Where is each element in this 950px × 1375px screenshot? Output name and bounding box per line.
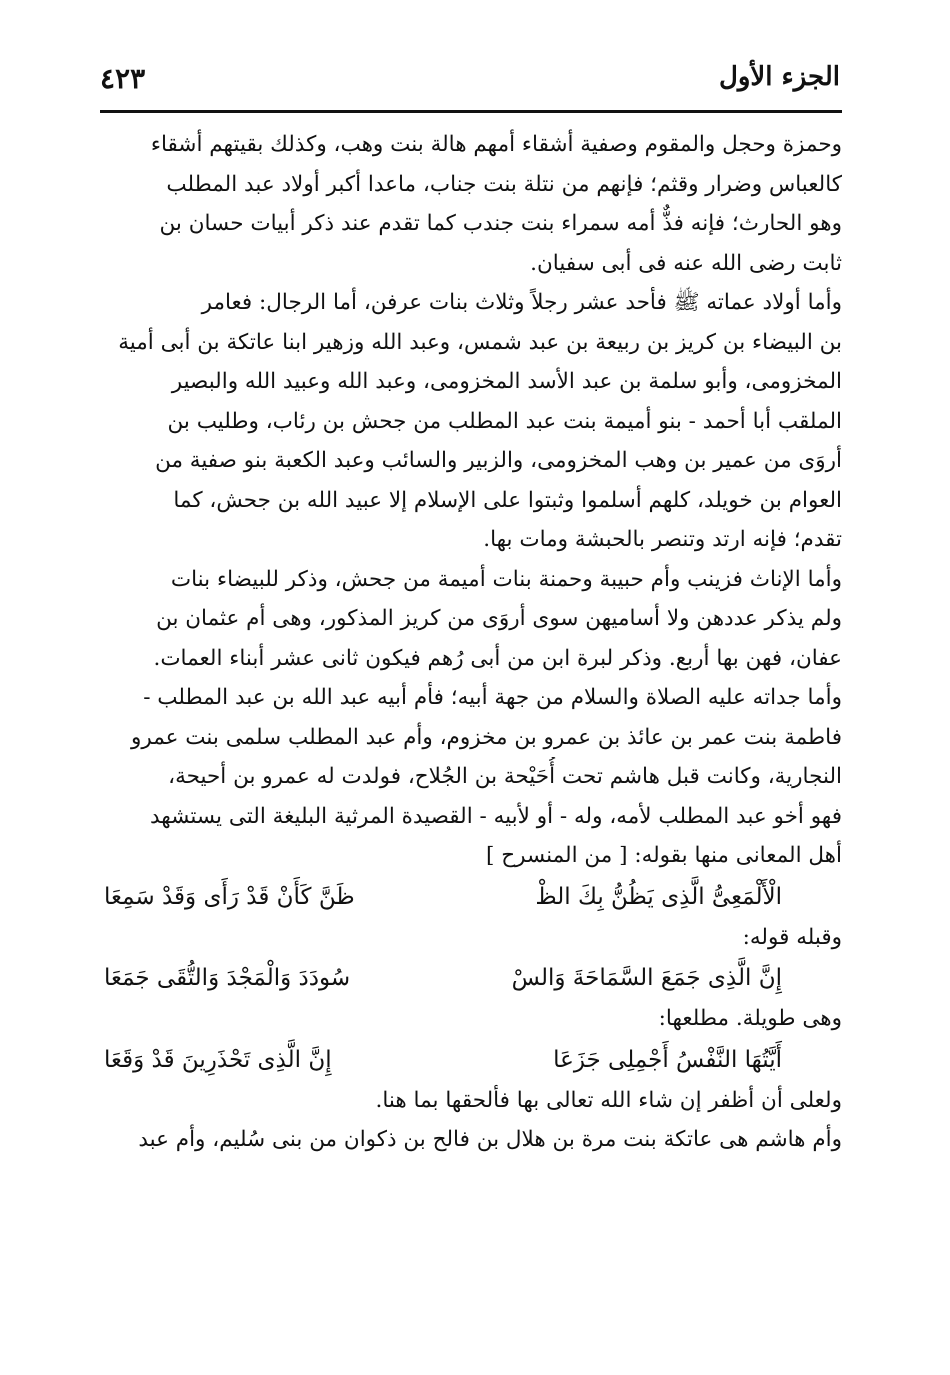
text-line: ثابت رضى الله عنه فى أبى سفيان. — [530, 250, 842, 276]
verse-first-hemistich: أَيَّتُهَا النَّفْسُ أَجْمِلِى جَزَعَا — [553, 1046, 782, 1073]
verse-second-hemistich: إِنَّ الَّذِى تَحْذَرِينَ قَدْ وَقَعَا — [104, 1046, 332, 1073]
text-line: تقدم؛ فإنه ارتد وتنصر بالحبشة ومات بها. — [483, 527, 842, 552]
text-line: ولم يذكر عددهن ولا أساميهن سوى أروَى من كريز المذكور، وهى أم عثمان بن — [156, 606, 842, 631]
text-line: فاطمة بنت عمر بن عائذ بن عمرو بن مخزوم، وأم عبد المطلب سلمى بنت عمرو — [130, 724, 842, 750]
poem-verse — [104, 957, 842, 999]
text-line: وحمزة وحجل والمقوم وصفية أشقاء أمهم هالة بنت وهب، وكذلك بقيتهم أشقاء — [150, 132, 842, 157]
text-line: أروَى من عمير بن وهب المخزومى، والزبير والسائب وعبد الكعبة بنو صفية من — [155, 448, 842, 473]
verse-first-hemistich: الْأَلْمَعِىُّ الَّذِى يَظُنُّ بِكَ الظْ — [535, 883, 782, 910]
page-body — [104, 125, 842, 1160]
page-number: ٤٢٣ — [100, 62, 146, 95]
interlude-line: وهى طويلة. مطلعها: — [658, 1006, 842, 1031]
text-line: الملقب أبا أحمد - بنو أميمة بنت عبد المطلب من جحش بن رئاب، وطليب بن — [167, 408, 842, 434]
header-rule — [100, 110, 842, 113]
text-line: وأما جداته عليه الصلاة والسلام من جهة أبيه؛ فأم أبيه عبد الله بن عبد المطلب - — [143, 685, 842, 710]
text-line: أهل المعانى منها بقوله: [ من المنسرح ] — [486, 843, 842, 868]
verse-first-hemistich: إِنَّ الَّذِى جَمَعَ السَّمَاحَةَ وَالسْ — [511, 965, 782, 991]
text-line: العوام بن خويلد، كلهم أسلموا وثبتوا على الإسلام إلا عبيد الله بن جحش، كما — [173, 487, 842, 513]
interlude-line: ولعلى أن أظفر إن شاء الله تعالى بها فألحقها بما هنا. — [375, 1087, 842, 1113]
text-line: النجارية، وكانت قبل هاشم تحت أُحَيْحة بن الجُلاح، فولدت له عمرو بن أحيحة، — [168, 764, 842, 789]
verse-second-hemistich: سُودَدَ وَالْمَجْدَ وَالتُّقَى جَمَعَا — [104, 965, 351, 991]
text-line: وهو الحارث؛ فإنه فذٌّ أمه سمراء بنت جندب كما تقدم عند ذكر أبيات حسان بن — [159, 211, 842, 236]
text-line: فهو أخو عبد المطلب لأمه، وله - أو لأبيه - القصيدة المرثية البليغة التى يستشهد — [150, 803, 842, 829]
poem-verse — [104, 1039, 842, 1081]
text-line: وأم هاشم هى عاتكة بنت مرة بن هلال بن فالح بن ذكوان من بنى سُليم، وأم عبد — [138, 1127, 842, 1152]
running-title: الجزء الأول — [718, 62, 840, 92]
text-line: بن البيضاء بن كريز بن ربيعة بن عبد شمس، وعبد الله وزهير ابنا عاتكة بن أبى أمية — [118, 329, 842, 355]
interlude-line: وقبله قوله: — [742, 924, 842, 950]
text-line: المخزومى، وأبو سلمة بن عبد الأسد المخزومى، وعبد الله وعبيد الله والبصير — [171, 369, 842, 394]
text-line: وأما أولاد عماته ﷺ فأحد عشر رجلاً وثلاث بنات عرفن، أما الرجال: فعامر — [201, 290, 842, 315]
verse-second-hemistich: ظَنَّ كَأَنْ قَدْ رَأَى وَقَدْ سَمِعَا — [104, 883, 355, 910]
page-header — [100, 62, 840, 102]
poem-verse — [104, 876, 842, 918]
text-line: كالعباس وضرار وقثم؛ فإنهم من نتلة بنت جناب، ماعدا أكبر أولاد عبد المطلب — [166, 171, 842, 197]
text-line: عفان، فهن بها أربع. وذكر لبرة ابن من أبى رُهم فيكون ثانى عشر أبناء العمات. — [153, 645, 842, 671]
text-line: وأما الإناث فزينب وأم حبيبة وحمنة بنات أميمة من جحش، وذكر للبيضاء بنات — [170, 566, 842, 592]
